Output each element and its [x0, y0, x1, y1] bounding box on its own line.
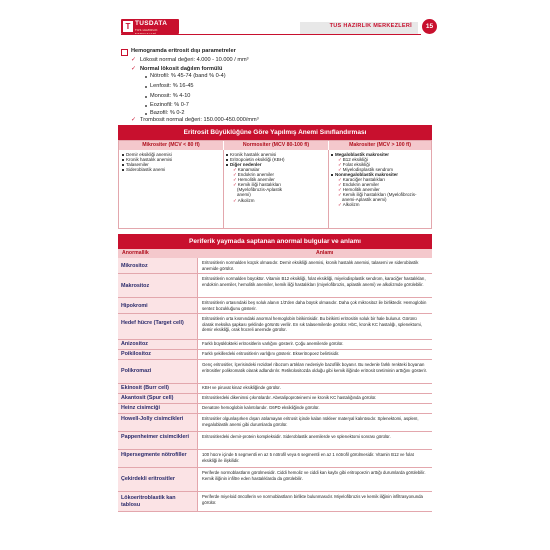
table-row: [118, 492, 432, 512]
row-label: Hipokromi: [121, 303, 148, 309]
table-row: [118, 350, 432, 360]
macro-column: [328, 150, 431, 228]
row-label: Anizositoz: [121, 341, 148, 347]
row-label: Hipersegmente nötrofiller: [121, 452, 187, 458]
row-text: Eritrositlerdeki dikenimsi çıkıntılardır. Abetalipoproteinemi ve kronik KC hastalığında görülür.: [202, 395, 377, 400]
platelet-value: Trombosit normal değeri: 150.000-450.000/mm³: [140, 117, 259, 123]
table-row: [118, 414, 432, 432]
column-header: Anlamı: [316, 250, 334, 256]
check-icon: ✓: [131, 66, 137, 72]
bullet-icon: [331, 154, 333, 156]
bullet-icon: [145, 86, 147, 88]
bullet-icon: [145, 76, 147, 78]
check-icon: ✓: [233, 198, 237, 203]
row-text: Eritrositler olgunlaşırken dışarı atılamayan eritrosit içinde kalan nükleer materyal kalıntısıdır. Splenektomi, asplenI, megaloblastik anemi gibi durumlarda görülür.: [202, 416, 419, 427]
check-icon: ✓: [338, 192, 342, 197]
distribution-item: Nötrofil: % 45-74 (band % 0-4): [150, 73, 226, 79]
micro-column: [119, 150, 224, 228]
list-item: ✓Endokrin anemiler: [233, 172, 275, 177]
list-item: Diğer nedenler: [226, 162, 262, 167]
list-item: anemi-Aplastik anemi): [342, 197, 387, 202]
bullet-icon: [331, 174, 333, 176]
anemia-table: [118, 140, 432, 229]
list-item: ✓Karaciğer hastalıkları: [338, 177, 386, 182]
row-text: Farklı şekillerdeki eritrositlerin varlığını gösterir. Ekseritropoez belirtisidir.: [202, 351, 340, 356]
list-item: ✓Alkolizm: [233, 198, 255, 203]
bullet-icon: [226, 159, 228, 161]
bullet-icon: [226, 164, 228, 166]
check-icon: ✓: [233, 172, 237, 177]
list-item: ✓Hemolitik anemiler: [233, 177, 275, 182]
anemia-table-title: Eritrosit Büyüklüğüne Göre Yapılmış Anemi Sınıflandırması: [118, 125, 432, 140]
check-icon: ✓: [233, 167, 237, 172]
list-item: ✓Kanamalar: [233, 167, 260, 172]
check-icon: ✓: [233, 177, 237, 182]
page-number: 15: [422, 19, 437, 34]
table-row: [118, 432, 432, 450]
bullet-icon: [122, 169, 124, 171]
header-band: [300, 22, 418, 34]
list-item: ✓Kemik iliği hastalıkları: [233, 182, 282, 187]
bullet-icon: [145, 96, 147, 98]
row-label: Howell-Jolly cisimcikleri: [121, 416, 184, 422]
check-icon: ✓: [338, 177, 342, 182]
row-text: Eritrositlerdeki demir-protein kompleksidir. Sideroblastik anemilerde ve splenektomi sonrası görülür.: [202, 434, 391, 439]
table-row: [118, 274, 432, 298]
row-text: Eritrositlerin normalden küçük olmasıdır. Demir eksikliği anemisi, kronik hastalık anemisi, talasemi ve sideroblastik anemide görülür.: [202, 260, 419, 271]
table-row: [118, 360, 432, 384]
bullet-icon: [145, 105, 147, 107]
distribution-title: Normal lökosit dağılım formülü: [140, 66, 223, 72]
bullet-icon: [122, 159, 124, 161]
list-item: Nonmegaloblastik makrositer: [331, 172, 398, 177]
row-label: Poikilositoz: [121, 351, 151, 357]
distribution-item: Monosit: % 4-10: [150, 93, 191, 99]
row-label: Akantosit (Spur cell): [121, 395, 174, 401]
row-label: Polikromazi: [121, 368, 152, 374]
distribution-item: Lenfosit: % 16-45: [150, 83, 194, 89]
check-icon: ✓: [338, 167, 342, 172]
intro-heading: Hemogramda eritrosit dışı parametreler: [131, 48, 236, 54]
bullet-icon: [122, 164, 124, 166]
distribution-item: Bazofil: % 0-2: [150, 110, 185, 116]
row-label: Hedef hücre (Target cell): [121, 320, 184, 326]
list-item: ✓Miyelodisplastik sendrom: [338, 167, 394, 172]
list-item: Talasemiler: [122, 162, 149, 167]
row-label: Pappenheimer cisimcikleri: [121, 434, 190, 440]
check-icon: ✓: [338, 157, 342, 162]
row-text: Periferde normoblastların görülmesidir. Ciddi hemoliz ve ciddi kan kaybı gibi eritropoezin arttığı durumlarda görülebilir. Kemik iliğinin infiltre eden hastalıklarda da görülebilir.: [202, 470, 426, 481]
list-item: ✓Kemik iliği hastalıkları (Myelofibrozis-: [338, 192, 417, 197]
row-text: Farklı büyüklükteki eritrositlerin varlığını gösterir. Çoğu anemilerde görülür.: [202, 341, 344, 346]
check-icon: ✓: [338, 187, 342, 192]
table-row: [118, 468, 432, 492]
list-item: Demir eksikliği anemisi: [122, 152, 172, 157]
smear-table-header: [118, 249, 432, 258]
check-icon: ✓: [233, 182, 237, 187]
row-label: Lökoeritroblastik kan tablosu: [121, 495, 176, 508]
header-band-title: TUS HAZIRLIK MERKEZLERİ: [329, 23, 412, 29]
table-row: [118, 314, 432, 340]
bullet-icon: [145, 113, 147, 115]
normo-column: [223, 150, 329, 228]
check-icon: ✓: [338, 202, 342, 207]
list-item: ✓Folat eksikliği: [338, 162, 370, 167]
list-item: ✓Endokrin anemiler: [338, 182, 380, 187]
row-label: Ekinosit (Burr cell): [121, 385, 169, 391]
header-divider: [121, 34, 421, 35]
list-item: ✓Alkolizm: [338, 202, 360, 207]
table-row: [118, 298, 432, 314]
leukocyte-value: Lökosit normal değeri: 4.000 - 10.000 / mm³: [140, 57, 249, 63]
check-icon: ✓: [131, 57, 137, 63]
list-item: Megaloblastik makrositer: [331, 152, 389, 157]
row-text: Periferde miyeloid öncüllerin ve normoblastların birlikte bulunmasıdır. Miyelofibrozis ve kemik iliğinin infiltrasyonunda görülür.: [202, 494, 423, 505]
table-row: [118, 384, 432, 394]
row-text: Denatüre hemoglobin kalıntılarıdır. G6PD eksikliğinde görülür.: [202, 405, 320, 410]
check-icon: ✓: [338, 162, 342, 167]
check-icon: ✓: [131, 117, 137, 123]
list-item: Sideroblastik anemi: [122, 167, 165, 172]
bullet-icon: [122, 154, 124, 156]
table-row: [118, 340, 432, 350]
row-label: Heinz cisimciği: [121, 405, 160, 411]
list-item: Kronik hastalık anemisi: [122, 157, 172, 162]
column-header: Makrositer (MCV > 100 fl): [329, 141, 431, 150]
column-header: Anormallik: [122, 250, 149, 256]
row-text: Eritrositlerin orta kısmındaki anormal hemoglobin birikintisidir. Bu birikinti eritrositin soluk bir hale bulunur. Görünü olarak meksika şapkası şeklinde görüntü verilir. En sık talasemilerde görülür. HbC, kronik KC hastalığı, splenektomi, demir eksikliği, orak hücreli anemide görülür.: [202, 316, 422, 333]
publisher-logo: [121, 19, 179, 34]
list-item: ✓Hemolitik anemiler: [338, 187, 380, 192]
row-label: Çekirdekli eritrositler: [121, 476, 175, 482]
logo-mark-icon: T: [123, 21, 133, 32]
column-header: Normositer (MCV 80-100 fl): [224, 141, 328, 150]
table-row: [118, 404, 432, 414]
table-row: [118, 394, 432, 404]
list-item: ✓B12 eksikliği: [338, 157, 368, 162]
row-text: 100 hücre içinde 5 segmentli en az 5 nötrofil veya 6 segmentli en az 1 nötrofil görülmesidir. Vitamin B12 ve folat eksikliği ile ilişkilidir.: [202, 452, 414, 463]
smear-table-title: Periferik yaymada saptanan anormal bulgular ve anlamı: [118, 234, 432, 249]
logo-subtitle: TUS HAZIRLIK: [135, 28, 158, 32]
row-text: KBH ve piruvat kinaz eksikliğinde görülür.: [202, 385, 281, 390]
row-label: Makrositoz: [121, 283, 150, 289]
row-text: Eritrositlerin normalden büyüktür. Vitamin B12 eksikliği, folat eksikliği, miyelodisplastik sendrom, karaciğer hastalıkları, endokrin anemiler, hemolitik anemiler, kemik iliği hastalıkları (miyelofibrozis, aplastik anemi) ve alkolizmde görülebilir.: [202, 276, 426, 287]
row-text: Eritrositlerin ortasındaki beş soluk alanın 1/3'den daha büyük olmasıdır. Daha çok mikrositoz ile birliktedir. Hemoglobin sentez bozukluğunu gösterir.: [202, 300, 427, 311]
list-item: (Myelofibrozis-Aplastik: [237, 187, 283, 192]
list-item: anemi): [237, 192, 251, 197]
row-label: Mikrositoz: [121, 263, 148, 269]
logo-title: TUSDATA: [135, 20, 168, 27]
table-row: [118, 450, 432, 468]
list-item: Kronik hastalık anemisi: [226, 152, 276, 157]
distribution-item: Eozinofil: % 0-7: [150, 102, 189, 108]
column-header: Mikrositer (MCV < 80 fl): [119, 141, 223, 150]
checkbox-icon: [121, 49, 128, 56]
list-item: Eritropoietin eksikliği (KBH): [226, 157, 285, 162]
row-text: Genç eritrositler, İçerisindeki rezidüel ribozom artıkları nedeniyle bazofilik boyanır. Bu nedenle farklı renkteki boyanan eritrositler polikromatik olarak adlandırılır. Retikülositozda olduğu gibi kemik iliğinde eritrosit üretiminin arttığını gösterir.: [202, 362, 427, 373]
check-icon: ✓: [338, 182, 342, 187]
bullet-icon: [226, 154, 228, 156]
table-row: [118, 258, 432, 274]
